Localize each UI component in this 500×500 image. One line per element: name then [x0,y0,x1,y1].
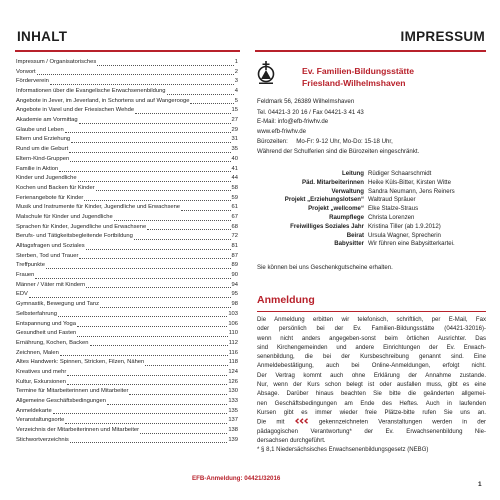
toc-entry-page: 5 [234,97,238,104]
toc-entry[interactable] [16,416,238,426]
toc-leader-dots [71,142,230,143]
org-office-hours: Bürozeiten: Mo-Fr: 9-12 Uhr, Mo-Do: 15-18 Uhr, [257,138,393,145]
toc-leader-dots [46,268,231,269]
staff-name: Heike Küls-Bitter, Kirsten Witte [368,178,451,186]
toc-entry-title: Gymnastik, Bewegung und Tanz [16,301,100,308]
toc-heading: INHALT [17,29,68,44]
toc-entry[interactable] [16,397,238,407]
efb-church-logo-icon [257,60,275,85]
staff-role: Projekt „wellcome“ [308,205,364,213]
toc-entry[interactable] [16,106,238,116]
toc-entry-page: 4 [234,88,238,95]
toc-entry[interactable] [16,97,238,107]
toc-leader-dots [134,239,231,240]
toc-leader-dots [69,152,230,153]
toc-entry-page: 2 [234,68,238,75]
staff-role: Päd. Mitarbeiterinnen [302,178,364,186]
toc-entry-page: 94 [231,281,238,288]
toc-entry[interactable] [16,77,238,87]
toc-entry-title: Altes Handwerk: Spinnen, Stricken, Filzen, Nähen [16,359,145,366]
toc-leader-dots [114,220,231,221]
toc-entry[interactable] [16,165,238,175]
toc-leader-dots [135,113,230,114]
toc-entry-page: 138 [228,427,238,434]
staff-row [257,240,487,249]
toc-entry-title: Eltern und Erziehung [16,136,71,143]
toc-entry[interactable] [16,174,238,184]
toc-entry-title: Selbsterfahrung [16,310,57,317]
toc-leader-dots [140,433,227,434]
toc-entry-page: 87 [231,252,238,259]
toc-entry-title: Vorwort [16,68,36,75]
staff-name: Waltraud Spräuer [368,196,416,204]
toc-entry-title: Ernährung, Kochen, Backen [16,339,89,346]
toc-entry-page: 110 [228,330,238,337]
staff-role: Leitung [341,170,364,177]
toc-heading-rule [15,50,240,52]
toc-entry-title: EDV [16,291,28,298]
toc-entry-page: 44 [231,175,238,182]
toc-entry[interactable] [16,407,238,417]
staff-role: Freiwilliges Soziales Jahr [290,222,364,230]
staff-name: Christa Lorenzen [368,213,415,221]
toc-leader-dots [70,161,230,162]
toc-entry-page: 1 [234,58,238,65]
toc-leader-dots [86,249,231,250]
toc-entry-page: 130 [228,388,238,395]
toc-entry-page: 59 [231,194,238,201]
toc-entry-title: Männer / Väter mit Kindern [16,281,86,288]
toc-entry[interactable] [16,203,238,213]
staff-row [257,196,487,205]
toc-entry-page: 41 [231,165,238,172]
anmeldung-line: Absage. Darüber hinaus beachten Sie bitte die geänderten allgemei- [257,391,486,398]
toc-entry[interactable] [16,300,238,310]
anmeldung-line: pädagogischen Verantwortung* der Ev. Erwachsenenbildung Nie- [257,428,486,435]
anmeldung-footnote: * § 8,1 Niedersächsisches Erwachsenenbildungsgesetz (NEBG) [257,447,429,454]
staff-name: Wir führen eine Babysitterkartei. [368,240,455,248]
toc-entry-page: 139 [228,436,238,443]
toc-entry[interactable] [16,232,238,242]
toc-entry-page: 31 [231,136,238,143]
toc-leader-dots [29,297,231,298]
toc-leader-dots [78,181,231,182]
toc-leader-dots [65,423,227,424]
toc-leader-dots [107,404,227,405]
toc-entry[interactable] [16,136,238,146]
toc-entry-title: Allgemeine Geschäftsbedingungen [16,398,106,405]
toc-leader-dots [147,229,230,230]
toc-leader-dots [79,123,231,124]
toc-entry-page: 40 [231,155,238,162]
toc-leader-dots [58,316,227,317]
anmeldung-line: senenbildung, die bei der Kursbeschreibung genannt sind. Eine [257,354,486,361]
toc-entry[interactable] [16,155,238,165]
toc-entry[interactable] [16,329,238,339]
toc-entry-page: 133 [228,398,238,405]
toc-entry[interactable] [16,378,238,388]
toc-leader-dots [86,287,230,288]
toc-entry-page: 81 [231,243,238,250]
toc-entry[interactable] [16,339,238,349]
toc-entry[interactable] [16,349,238,359]
toc-entry-title: Malschule für Kinder und Jugendliche [16,213,113,220]
toc-entry-title: Impressum / Organisatorisches [16,58,97,65]
toc-entry-page: 135 [228,407,238,414]
impressum-heading: IMPRESSUM [400,29,485,44]
toc-leader-dots [167,94,234,95]
toc-entry-page: 29 [231,126,238,133]
toc-leader-dots [53,413,228,414]
toc-leader-dots [90,345,228,346]
toc-entry[interactable] [16,126,238,136]
staff-name: Kristina Tiller (ab 1.9.2012) [368,222,441,230]
toc-entry-title: Rund um die Geburt [16,146,69,153]
toc-entry[interactable] [16,194,238,204]
toc-entry-page: 98 [231,301,238,308]
toc-entry-title: Kochen und Backen für Kinder [16,184,95,191]
toc-entry-title: Berufs- und Tätigkeitsbegleitende Fortbildung [16,233,133,240]
anmeldung-line: Der Vertrag kommt auch ohne Erklärung der Annahme zustande. [257,372,486,379]
toc-entry[interactable] [16,184,238,194]
toc-leader-dots [77,326,227,327]
toc-entry-page: 27 [231,117,238,124]
toc-entry-title: Termine für Mitarbeiterinnen und Mitarbeiter [16,388,129,395]
toc-entry[interactable] [16,426,238,436]
toc-leader-dots [67,375,227,376]
staff-list [257,170,487,249]
toc-leader-dots [35,278,230,279]
toc-entry-title: Gesundheit und Fasten [16,330,77,337]
staff-row [257,214,487,223]
footer-registration-phone: EFB-Anmeldung: 04421/32016 [192,475,281,482]
toc-entry[interactable] [16,281,238,291]
staff-name: Elke Stalze-Straus [368,205,419,213]
toc-entry-title: Musik und Instrumente für Kinder, Jugendliche und Erwachsene [16,204,181,211]
toc-entry[interactable] [16,261,238,271]
toc-entry-title: Alltagsfragen und Soziales [16,243,85,250]
toc-entry-title: Veranstaltungsorte [16,417,65,424]
toc-entry[interactable] [16,387,238,397]
impressum-heading-rule [255,50,486,52]
toc-leader-dots [84,200,230,201]
toc-leader-dots [79,258,230,259]
staff-row [257,223,487,232]
toc-entry[interactable] [16,252,238,262]
org-address: Feldmark 56, 26389 Wilhelmshaven [257,98,355,105]
toc-leader-dots [181,210,231,211]
toc-entry-title: Kreatives und mehr [16,368,67,375]
staff-name: Ursula Wagner, Sprecherin [368,231,441,239]
anmeldung-line: dersachsen durchgeführt. [257,437,326,444]
toc-entry-title: Treffpunkte [16,262,46,269]
toc-entry[interactable] [16,213,238,223]
staff-row [257,188,487,197]
toc-entry[interactable] [16,310,238,320]
toc-entry-title: Verzeichnis der Mitarbeiterinnen und Mitarbeiter [16,427,140,434]
toc-leader-dots [59,171,230,172]
toc-entry-title: Akademie am Vormittag [16,117,78,124]
toc-entry-page: 72 [231,233,238,240]
toc-entry-page: 118 [228,359,238,366]
toc-entry-title: Angebote in Jever, im Jeverland, in Schortens und auf Wangerooge [16,97,190,104]
toc-entry-page: 126 [228,378,238,385]
toc-entry-title: Entspannung und Yoga [16,320,76,327]
toc-entry[interactable] [16,271,238,281]
table-of-contents [16,58,238,446]
toc-entry-page: 68 [231,223,238,230]
anmeldung-line: wenn nicht anders angegeben-sonst beim örtlichen Ausrichter. Das [257,335,486,342]
toc-leader-dots [70,442,227,443]
toc-entry-title: Angebote in Varel und der Friesischen Wehde [16,107,135,114]
anmeldung-line: oder persönlich bei der Ev. Familien-Bildungsstätte (04421-32016)- [257,326,486,333]
anmeldung-line: nen Geschäftsbedingungen am Ende des Heftes. Auch in laufenden [257,400,486,407]
anmeldung-line: Die Anmeldung erbitten wir telefonisch, schriftlich, per E-Mail, Fax [257,317,486,323]
toc-entry[interactable] [16,368,238,378]
toc-entry-page: 137 [228,417,238,424]
toc-entry[interactable] [16,116,238,126]
toc-entry[interactable] [16,145,238,155]
toc-entry-title: Glaube und Leben [16,126,64,133]
toc-entry[interactable] [16,58,238,68]
anmeldung-line: sind Kirchengemeinden und andere Einrichtungen der Ev. Erwach- [257,344,486,351]
toc-leader-dots [129,394,227,395]
anmeldung-text [257,316,486,455]
gift-voucher-note: Sie können bei uns Geschenkgutscheine erhalten. [257,264,393,271]
toc-entry-page: 116 [228,349,238,356]
anmeldung-icon-line-post: gekennzeichneten Veranstaltungen werden in der [318,419,486,426]
anmeldung-line: Kursen gibt es immer wieder freie Plätze-bitte rufen Sie uns an. [257,409,486,416]
toc-entry[interactable] [16,320,238,330]
toc-entry-title: Eltern-Kind-Gruppen [16,155,70,162]
anmeldung-line: Nur, wenn der Kurs schon belegt ist oder ausfallen muss, gibt es eine [257,382,486,389]
staff-name: Rüdiger Schaarschmidt [368,170,432,177]
toc-entry-page: 35 [231,146,238,153]
toc-leader-dots [100,307,231,308]
toc-leader-dots [50,84,234,85]
staff-role: Beirat [346,231,364,239]
toc-entry-page: 124 [228,368,238,375]
toc-entry[interactable] [16,291,238,301]
triple-chevron-icon [295,418,309,424]
toc-leader-dots [65,132,231,133]
toc-leader-dots [190,103,233,104]
toc-entry-title: Stichwortverzeichnis [16,436,69,443]
toc-entry-page: 95 [231,291,238,298]
staff-role: Verwaltung [331,187,364,195]
toc-entry[interactable] [16,223,238,233]
toc-entry-page: 61 [231,204,238,211]
toc-entry-title: Förderverein [16,78,49,85]
staff-row [257,179,487,188]
org-name-line2: Friesland-Wilhelmshaven [302,78,406,88]
toc-entry-page: 103 [228,310,238,317]
toc-leader-dots [77,336,227,337]
org-holiday-note: Während der Schulferien sind die Bürozeiten eingeschränkt. [257,148,420,155]
toc-entry-page: 89 [231,262,238,269]
toc-entry-title: Anmeldekarte [16,407,52,414]
toc-leader-dots [145,365,228,366]
org-website[interactable]: www.efb-friwhv.de [257,128,306,135]
toc-entry-title: Sterben, Tod und Trauer [16,252,79,259]
toc-entry-title: Kinder und Jugendliche [16,175,77,182]
anmeldung-line: Anmeldebestätigung, auch bei Online-Anmeldungen, erfolgt nicht. [257,363,486,370]
toc-entry[interactable] [16,242,238,252]
toc-entry-page: 112 [228,339,238,346]
toc-entry-title: Informationen über die Evangelische Erwachsenenbildung [16,88,166,95]
toc-entry[interactable] [16,436,238,446]
toc-entry[interactable] [16,68,238,78]
toc-entry-title: Ferienangebote für Kinder [16,194,84,201]
toc-entry-page: 90 [231,272,238,279]
toc-entry[interactable] [16,87,238,97]
toc-entry-title: Frauen [16,272,35,279]
staff-row [257,232,487,241]
toc-entry-title: Sprachen für Kinder, Jugendliche und Erwachsene [16,223,147,230]
org-name-line1: Ev. Familien-Bildungsstätte [302,66,415,76]
anmeldung-icon-line [257,418,486,427]
staff-role: Babysitter [334,240,364,248]
toc-entry-page: 15 [231,107,238,114]
org-phone: Tel. 04421-3 20 16 / Fax 04421-3 41 43 [257,109,364,116]
toc-entry-title: Zeichnen, Malen [16,349,59,356]
staff-role: Projekt „Erziehungslotsen“ [284,196,364,204]
org-email[interactable]: E-Mail: info@efb-friwhv.de [257,118,329,125]
staff-row [257,170,487,179]
toc-leader-dots [67,384,227,385]
anmeldung-heading: Anmeldung [257,294,315,306]
toc-entry[interactable] [16,358,238,368]
toc-entry-page: 58 [231,184,238,191]
staff-name: Sandra Neumann, Jens Reiners [368,187,455,195]
toc-leader-dots [96,190,231,191]
toc-entry-page: 67 [231,213,238,220]
toc-leader-dots [60,355,228,356]
anmeldung-icon-line-pre: Die mit [257,419,285,426]
staff-role: Raumpflege [329,213,364,221]
toc-entry-page: 106 [228,320,238,327]
toc-leader-dots [37,74,234,75]
toc-entry-title: Familie in Aktion [16,165,59,172]
toc-leader-dots [97,65,234,66]
toc-entry-page: 3 [234,78,238,85]
staff-row [257,205,487,214]
toc-entry-title: Kultur, Exkursionen [16,378,66,385]
page-number: 1 [478,481,482,488]
anmeldung-heading-rule [257,311,486,312]
